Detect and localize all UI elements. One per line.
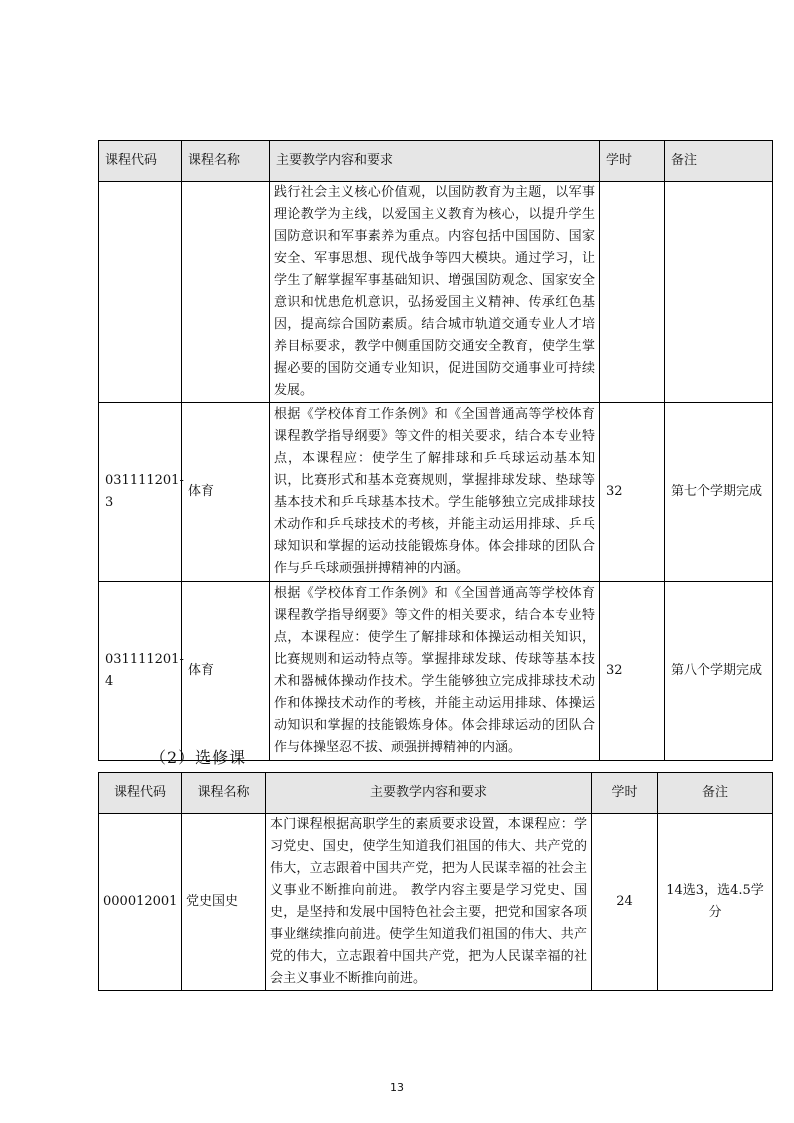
header-course-name: 课程名称	[182, 141, 270, 182]
header-note: 备注	[665, 141, 773, 182]
course-code-cell: 031111201-3	[99, 403, 182, 582]
table-header-row	[99, 141, 773, 182]
page-number: 13	[390, 1081, 404, 1094]
course-name-cell: 体育	[182, 403, 270, 582]
header-content: 主要教学内容和要求	[266, 773, 592, 814]
header-course-code: 课程代码	[99, 141, 182, 182]
table-row	[99, 182, 773, 403]
required-courses-table	[98, 140, 773, 761]
course-note-cell: 第七个学期完成	[665, 403, 773, 582]
course-hours-cell: 24	[592, 814, 658, 991]
course-name-cell: 党史国史	[182, 814, 266, 991]
course-name-cell	[182, 182, 270, 403]
elective-courses-table	[98, 772, 773, 991]
header-hours: 学时	[592, 773, 658, 814]
course-hours-cell: 32	[600, 403, 665, 582]
course-note-cell: 14选3，选4.5学分	[658, 814, 773, 991]
course-hours-cell	[600, 182, 665, 403]
header-course-name: 课程名称	[182, 773, 266, 814]
table-row	[99, 403, 773, 582]
course-content-cell: 根据《学校体育工作条例》和《全国普通高等学校体育课程教学指导纲要》等文件的相关要求，结合本专业特点，本课程应：使学生了解排球和体操运动相关知识，比赛规则和运动特点等。掌握排球发球、传球等基本技术和器械体操动作技术。学生能够独立完成排球技术动作和体操技术动作的考核，并能主动运用排球、体操运动知识和掌握的技能锻炼身体。体会排球运动的团队合作与体操坚忍不拔、顽强拼搏精神的内涵。	[270, 582, 600, 761]
table-row	[99, 582, 773, 761]
header-note: 备注	[658, 773, 773, 814]
table-row	[99, 814, 773, 991]
course-note-cell	[665, 182, 773, 403]
header-course-code: 课程代码	[99, 773, 182, 814]
header-content: 主要教学内容和要求	[270, 141, 600, 182]
section-heading-electives: （2）选修课	[150, 748, 247, 767]
table-header-row	[99, 773, 773, 814]
course-note-cell: 第八个学期完成	[665, 582, 773, 761]
course-code-cell	[99, 182, 182, 403]
course-content-cell: 践行社会主义核心价值观，以国防教育为主题，以军事理论教学为主线，以爱国主义教育为核心，以提升学生国防意识和军事素养为重点。内容包括中国国防、国家安全、军事思想、现代战争等四大模块。通过学习，让学生了解掌握军事基础知识、增强国防观念、国家安全意识和忧患危机意识，弘扬爱国主义精神、传承红色基因，提高综合国防素质。结合城市轨道交通专业人才培养目标要求，教学中侧重国防交通安全教育，使学生掌握必要的国防交通专业知识，促进国防交通事业可持续发展。	[270, 182, 600, 403]
course-content-cell: 根据《学校体育工作条例》和《全国普通高等学校体育课程教学指导纲要》等文件的相关要求，结合本专业特点，本课程应：使学生了解排球和乒乓球运动基本知识，比赛形式和基本竞赛规则，掌握排球发球、垫球等基本技术和乒乓球基本技术。学生能够独立完成排球技术动作和乒乓球技术的考核，并能主动运用排球、乒乓球知识和掌握的运动技能锻炼身体。体会排球的团队合作与乒乓球顽强拼搏精神的内涵。	[270, 403, 600, 582]
course-name-cell: 体育	[182, 582, 270, 761]
course-content-cell: 本门课程根据高职学生的素质要求设置，本课程应：学习党史、国史，使学生知道我们祖国的伟大、共产党的伟大，立志跟着中国共产党，把为人民谋幸福的社会主义事业不断推向前进。 教学内容主要是学习党史、国史，是坚持和发展中国特色社会主要，把党和国家各项事业继续推向前进。使学生知道我们祖国的伟大、共产党的伟大，立志跟着中国共产党，把为人民谋幸福的社会主义事业不断推向前进。	[266, 814, 592, 991]
header-hours: 学时	[600, 141, 665, 182]
course-hours-cell: 32	[600, 582, 665, 761]
course-code-cell: 000012001	[99, 814, 182, 991]
course-code-cell: 031111201-4	[99, 582, 182, 761]
